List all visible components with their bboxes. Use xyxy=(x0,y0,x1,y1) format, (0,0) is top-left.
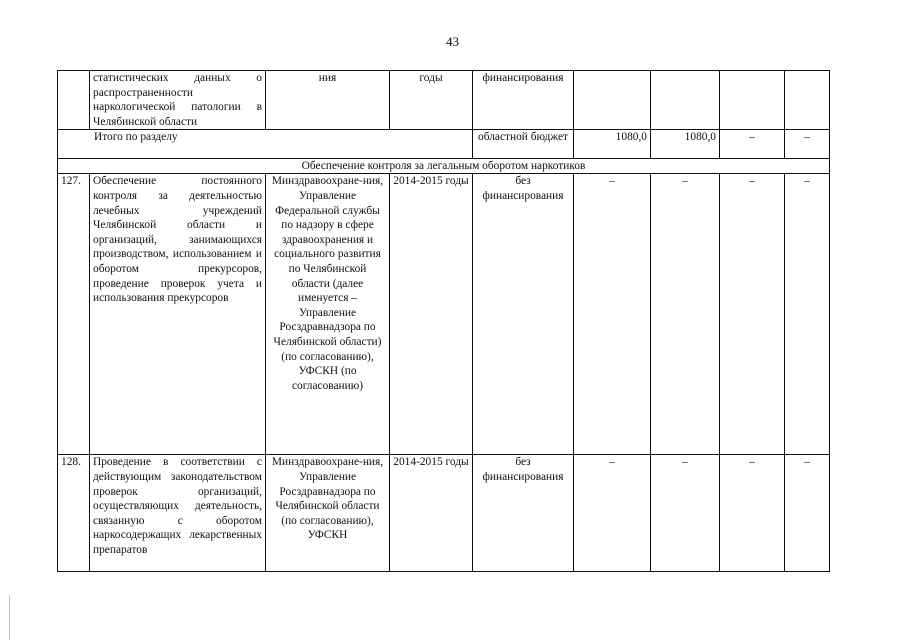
cell-name: статистических данных о распространенности наркологической патологии в Челябинской области xyxy=(90,71,266,130)
cell-num: 127. xyxy=(58,174,90,455)
program-table xyxy=(57,70,830,572)
cell-value-4 xyxy=(785,71,830,130)
section-header: Обеспечение контроля за легальным оборотом наркотиков xyxy=(58,159,830,174)
table-row-continuation xyxy=(58,71,830,130)
cell-value-3-text: – xyxy=(749,456,755,469)
total-value-4 xyxy=(785,130,830,159)
cell-value-2-text: – xyxy=(682,456,688,469)
cell-num: 128. xyxy=(58,455,90,572)
cell-value-1 xyxy=(574,71,651,130)
cell-value-2 xyxy=(651,71,720,130)
cell-period: годы xyxy=(390,71,473,130)
total-value-3 xyxy=(720,130,785,159)
table-row xyxy=(58,455,830,572)
total-value-2: 1080,0 xyxy=(651,130,720,159)
total-source: областной бюджет xyxy=(473,130,574,159)
cell-value-3-text: – xyxy=(749,175,755,188)
cell-value-4-text: – xyxy=(804,456,810,469)
cell-value-2 xyxy=(651,174,720,455)
section-header-row xyxy=(58,159,830,174)
cell-value-3 xyxy=(720,174,785,455)
cell-value-1-text: – xyxy=(609,456,615,469)
cell-value-3 xyxy=(720,455,785,572)
cell-value-3 xyxy=(720,71,785,130)
cell-value-4-text: – xyxy=(804,175,810,188)
cell-financing: без финансирования xyxy=(473,455,574,572)
cell-value-1 xyxy=(574,455,651,572)
cell-value-2 xyxy=(651,455,720,572)
total-label: Итого по разделу xyxy=(58,130,473,159)
cell-value-2-text: – xyxy=(682,175,688,188)
table-row xyxy=(58,174,830,455)
table-row-total xyxy=(58,130,830,159)
cell-value-4 xyxy=(785,174,830,455)
cell-executor: Минздравоохране-ния, Управление Росздравнадзора по Челябинской области (по согласованию), УФСКН xyxy=(266,455,390,572)
cell-period: 2014-2015 годы xyxy=(390,455,473,572)
total-value-4-text: – xyxy=(804,131,810,144)
cell-name: Проведение в соответствии с действующим законодательством проверок организаций, осуществляющих деятельность, связанную с оборотом наркосодержащих лекарственных препаратов xyxy=(90,455,266,572)
cell-executor: ния xyxy=(266,71,390,130)
cell-financing: без финансирования xyxy=(473,174,574,455)
page-number: 43 xyxy=(446,34,459,49)
page-edge-line xyxy=(9,595,10,640)
cell-period: 2014-2015 годы xyxy=(390,174,473,455)
total-value-1: 1080,0 xyxy=(574,130,651,159)
cell-financing: финансирования xyxy=(473,71,574,130)
total-value-3-text: – xyxy=(749,131,755,144)
cell-executor: Минздравоохране-ния, Управление Федеральной службы по надзору в сфере здравоохранения и социального развития по Челябинской области (далее именуется – Управление Росздравнадзора по Челябинской области) (по согласованию), УФСКН (по согласованию) xyxy=(266,174,390,455)
cell-value-1-text: – xyxy=(609,175,615,188)
cell-num xyxy=(58,71,90,130)
cell-value-4 xyxy=(785,455,830,572)
cell-name: Обеспечение постоянного контроля за деятельностью лечебных учреждений Челябинской области и организаций, занимающихся производством, использованием и оборотом прекурсоров, проведение проверок учета и использования прекурсоров xyxy=(90,174,266,455)
cell-value-1 xyxy=(574,174,651,455)
